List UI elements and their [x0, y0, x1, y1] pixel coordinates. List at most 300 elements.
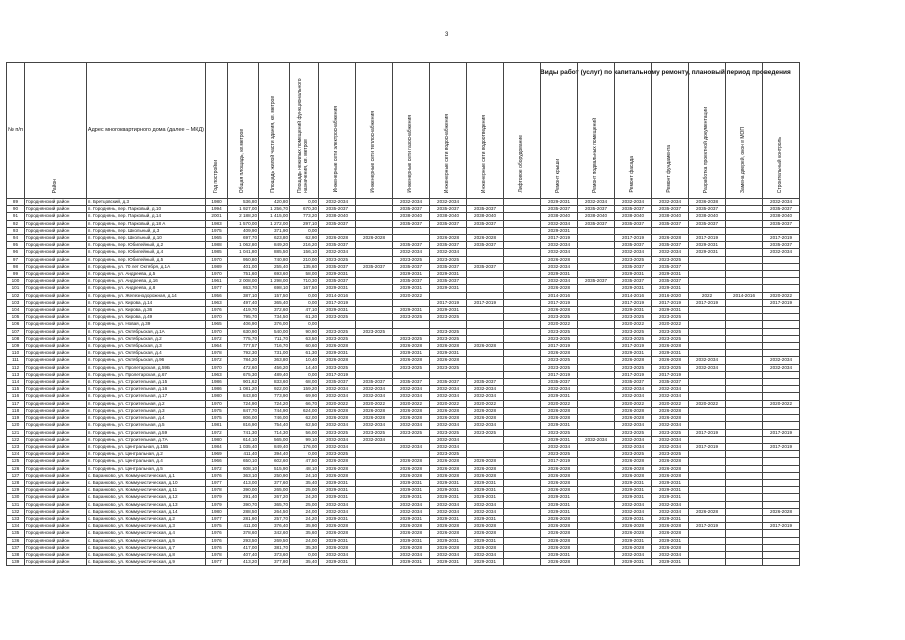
- cell-work-period: 2032-2034: [578, 199, 615, 206]
- cell-work-period: [578, 364, 615, 371]
- cell-work-period: 2026-2028: [541, 523, 578, 530]
- cell-work-period: 2032-2034: [541, 443, 578, 450]
- cell-address: п. Городнянь, ул. 70 лет Октября, д.1А: [86, 263, 205, 270]
- cell-work-period: [578, 371, 615, 378]
- cell-nonres-area: 35,30: [290, 544, 319, 551]
- cell-total-area: 614,10: [228, 436, 259, 443]
- cell-work-period: [578, 537, 615, 544]
- cell-total-area: 777,57: [228, 343, 259, 350]
- cell-work-period: [763, 494, 800, 501]
- cell-district: Городнянский район: [24, 335, 86, 342]
- cell-work-period: 2032-2034: [541, 220, 578, 227]
- cell-work-period: 2017-2019: [430, 299, 467, 306]
- cell-living-area: 1 415,00: [259, 213, 290, 220]
- cell-district: Городнянский район: [24, 271, 86, 278]
- cell-work-period: 2035-2037: [430, 278, 467, 285]
- cell-work-period: 2029-2031: [319, 537, 356, 544]
- cell-work-period: 2038-2040: [467, 213, 504, 220]
- cell-work-period: 2032-2034: [393, 386, 430, 393]
- cell-living-area: 269,50: [259, 537, 290, 544]
- cell-work-period: [763, 307, 800, 314]
- cell-total-area: 390,00: [228, 487, 259, 494]
- cell-work-period: [578, 242, 615, 249]
- cell-work-period: 2023-2025: [430, 451, 467, 458]
- cell-work-period: 2026-2028: [430, 458, 467, 465]
- cell-year: 1980: [206, 436, 228, 443]
- works-group-title: Виды работ (услуг) по капитальному ремонту, плановый период проведения: [540, 69, 791, 76]
- cell-work-period: 2032-2034: [689, 357, 726, 364]
- cell-total-area: 863,70: [228, 285, 259, 292]
- cell-work-period: 2017-2019: [615, 235, 652, 242]
- cell-work-period: [726, 465, 763, 472]
- cell-work-period: 2014-2016: [541, 292, 578, 299]
- cell-work-period: [356, 494, 393, 501]
- cell-address: п. Городнянь, ул. Строительная, д.15: [86, 379, 205, 386]
- cell-work-period: 2026-2028: [319, 357, 356, 364]
- cell-work-period: 2032-2034: [467, 393, 504, 400]
- cell-work-period: 2029-2031: [652, 271, 689, 278]
- cell-address: с. Баранково, ул. Коммунистическая, д.13: [86, 501, 205, 508]
- cell-work-period: 2032-2034: [319, 422, 356, 429]
- cell-work-period: 2026-2028: [356, 415, 393, 422]
- cell-work-period: 2035-2037: [578, 206, 615, 213]
- cell-district: Городнянский район: [24, 314, 86, 321]
- cell-total-area: 2 188,20: [228, 213, 259, 220]
- cell-work-period: [763, 263, 800, 270]
- cell-work-period: 2029-2031: [541, 227, 578, 234]
- cell-work-period: 2023-2025: [319, 314, 356, 321]
- cell-work-period: 2023-2025: [615, 314, 652, 321]
- cell-work-period: 2035-2037: [430, 206, 467, 213]
- cell-work-period: [726, 350, 763, 357]
- cell-num: 133: [7, 515, 25, 522]
- cell-work-period: 2020-2022: [652, 400, 689, 407]
- cell-work-period: 2032-2034: [615, 508, 652, 515]
- cell-address: п. Городнянь, пер. Парковый, д.18 А: [86, 220, 205, 227]
- cell-work-period: 2029-2031: [541, 551, 578, 558]
- cell-work-period: [726, 371, 763, 378]
- cell-work-period: 2026-2028: [689, 508, 726, 515]
- cell-work-period: 2035-2037: [356, 263, 393, 270]
- cell-nonres-area: 24,00: [290, 508, 319, 515]
- cell-total-area: 1 081,20: [228, 386, 259, 393]
- cell-total-area: 751,60: [228, 271, 259, 278]
- table-row: [7, 429, 800, 436]
- table-row: [7, 458, 800, 465]
- cell-work-period: [356, 530, 393, 537]
- cell-work-period: [726, 379, 763, 386]
- table-row: [7, 559, 800, 566]
- cell-living-area: 602,60: [259, 458, 290, 465]
- table-row: [7, 443, 800, 450]
- cell-work-period: 2014-2016: [319, 292, 356, 299]
- cell-nonres-area: 69,90: [290, 393, 319, 400]
- cell-work-period: 2035-2037: [467, 206, 504, 213]
- cell-work-period: 2035-2037: [393, 220, 430, 227]
- cell-living-area: 372,60: [259, 307, 290, 314]
- cell-work-period: 2035-2037: [615, 379, 652, 386]
- cell-nonres-area: 0,00: [290, 199, 319, 206]
- cell-work-period: [356, 487, 393, 494]
- cell-work-period: [578, 350, 615, 357]
- cell-work-period: 2032-2034: [763, 199, 800, 206]
- cell-district: Городнянский район: [24, 465, 86, 472]
- cell-work-period: [504, 292, 541, 299]
- cell-work-period: [578, 544, 615, 551]
- table-row: [7, 400, 800, 407]
- cell-work-period: [763, 436, 800, 443]
- table-row: [7, 551, 800, 558]
- cell-work-period: 2017-2019: [467, 299, 504, 306]
- cell-living-area: 716,70: [259, 343, 290, 350]
- cell-num: 105: [7, 314, 25, 321]
- cell-district: Городнянский район: [24, 278, 86, 285]
- cell-num: 129: [7, 487, 25, 494]
- cell-address: с. Баранково, ул. Коммунистическая, д.1: [86, 472, 205, 479]
- cell-nonres-area: 68,00: [290, 379, 319, 386]
- table-row: [7, 407, 800, 414]
- cell-work-period: [504, 422, 541, 429]
- cell-district: Городнянский район: [24, 213, 86, 220]
- cell-num: 132: [7, 508, 25, 515]
- cell-work-period: [467, 451, 504, 458]
- cell-work-period: 2026-2028: [615, 407, 652, 414]
- cell-living-area: 365,70: [259, 501, 290, 508]
- cell-num: 120: [7, 422, 25, 429]
- table-row: [7, 328, 800, 335]
- cell-work-period: 2026-2028: [541, 559, 578, 566]
- cell-work-period: 2020-2022: [319, 400, 356, 407]
- cell-work-period: 2032-2034: [393, 443, 430, 450]
- cell-num: 122: [7, 436, 25, 443]
- cell-year: 1970: [206, 256, 228, 263]
- cell-year: 1976: [206, 307, 228, 314]
- cell-work-period: 2029-2031: [393, 494, 430, 501]
- cell-address: п. Городнянь, ул. Октябрьская, д.96: [86, 357, 205, 364]
- cell-work-period: [504, 220, 541, 227]
- cell-work-period: [763, 458, 800, 465]
- cell-work-period: [763, 350, 800, 357]
- cell-address: п. Городнянь, пер. Юбилейный, д.2: [86, 242, 205, 249]
- cell-district: Городнянский район: [24, 357, 86, 364]
- cell-work-period: [726, 271, 763, 278]
- cell-address: п. Городнянь, ул. Пролетарская, д.59Б: [86, 364, 205, 371]
- table-row: [7, 199, 800, 206]
- cell-nonres-area: 90,90: [290, 328, 319, 335]
- cell-work-period: 2035-2037: [541, 379, 578, 386]
- cell-work-period: [763, 415, 800, 422]
- cell-work-period: 2032-2034: [319, 386, 356, 393]
- cell-year: 1977: [206, 285, 228, 292]
- cell-nonres-area: 624,00: [290, 407, 319, 414]
- cell-nonres-area: 58,00: [290, 271, 319, 278]
- cell-work-period: 2032-2034: [430, 436, 467, 443]
- cell-work-period: [356, 242, 393, 249]
- cell-work-period: [504, 494, 541, 501]
- cell-district: Городнянский район: [24, 472, 86, 479]
- cell-work-period: [763, 314, 800, 321]
- cell-work-period: 2026-2028: [763, 508, 800, 515]
- cell-work-period: [504, 335, 541, 342]
- cell-year: 1978: [206, 551, 228, 558]
- cell-living-area: 849,20: [259, 242, 290, 249]
- cell-work-period: 2026-2028: [652, 415, 689, 422]
- header-year: Год постройки: [206, 63, 228, 199]
- cell-work-period: 2029-2031: [467, 494, 504, 501]
- cell-num: 107: [7, 328, 25, 335]
- cell-work-period: 2038-2040: [541, 213, 578, 220]
- cell-work-period: 2026-2028: [541, 479, 578, 486]
- table-row: [7, 307, 800, 314]
- cell-work-period: 2017-2019: [319, 299, 356, 306]
- cell-work-period: 2035-2037: [467, 379, 504, 386]
- cell-work-period: 2017-2019: [652, 371, 689, 378]
- header-work-elevator: Лифтовое оборудование: [504, 63, 541, 199]
- cell-work-period: [763, 465, 800, 472]
- cell-address: п. Городнянь, ул. Строительная, д.17: [86, 393, 205, 400]
- cell-total-area: 536,80: [228, 199, 259, 206]
- cell-num: 131: [7, 501, 25, 508]
- cell-work-period: 2023-2025: [541, 328, 578, 335]
- table-row: [7, 227, 800, 234]
- cell-work-period: 2029-2031: [652, 307, 689, 314]
- cell-work-period: 2026-2028: [541, 350, 578, 357]
- cell-address: п. Городнянь, ул. Центральная, д.4: [86, 458, 205, 465]
- cell-year: 1977: [206, 515, 228, 522]
- cell-num: 98: [7, 263, 25, 270]
- cell-work-period: 2017-2019: [689, 235, 726, 242]
- cell-total-area: 1 570,00: [228, 220, 259, 227]
- cell-work-period: [356, 523, 393, 530]
- cell-district: Городнянский район: [24, 371, 86, 378]
- cell-year: 1963: [206, 299, 228, 306]
- cell-work-period: [504, 443, 541, 450]
- cell-year: 1976: [206, 537, 228, 544]
- cell-work-period: [578, 328, 615, 335]
- table-row: [7, 256, 800, 263]
- cell-living-area: 833,60: [259, 379, 290, 386]
- table-row: [7, 343, 800, 350]
- cell-work-period: 2017-2019: [763, 523, 800, 530]
- cell-year: 1984: [206, 443, 228, 450]
- cell-address: п. Городнянь, ул. Октябрьская, д.3: [86, 343, 205, 350]
- cell-total-area: 378,60: [228, 530, 259, 537]
- cell-work-period: [578, 285, 615, 292]
- cell-work-period: 2026-2028: [430, 530, 467, 537]
- cell-num: 118: [7, 407, 25, 414]
- cell-work-period: [726, 415, 763, 422]
- cell-work-period: 2026-2028: [652, 235, 689, 242]
- table-row: [7, 465, 800, 472]
- cell-work-period: 2017-2019: [689, 523, 726, 530]
- cell-work-period: [393, 227, 430, 234]
- cell-work-period: 2017-2019: [615, 299, 652, 306]
- cell-year: 1985: [206, 249, 228, 256]
- cell-district: Городнянский район: [24, 508, 86, 515]
- table-row: [7, 249, 800, 256]
- cell-work-period: 2038-2040: [393, 213, 430, 220]
- cell-work-period: 2032-2034: [356, 386, 393, 393]
- cell-living-area: 373,60: [259, 551, 290, 558]
- cell-work-period: 2029-2031: [652, 559, 689, 566]
- cell-work-period: 2014-2016: [726, 292, 763, 299]
- cell-work-period: 2029-2031: [430, 285, 467, 292]
- cell-nonres-area: 210,00: [290, 256, 319, 263]
- cell-work-period: [763, 335, 800, 342]
- cell-district: Городнянский район: [24, 523, 86, 530]
- cell-work-period: 2026-2028: [430, 544, 467, 551]
- cell-work-period: 2029-2031: [319, 350, 356, 357]
- cell-work-period: 2026-2028: [393, 415, 430, 422]
- cell-work-period: 2023-2025: [652, 328, 689, 335]
- cell-work-period: [467, 335, 504, 342]
- cell-address: п. Городнянь, ул. Кирова, д.14: [86, 299, 205, 306]
- cell-work-period: [504, 523, 541, 530]
- cell-address: п. Городнянь, пер. Парковый, д.10: [86, 206, 205, 213]
- cell-total-area: 390,70: [228, 501, 259, 508]
- cell-district: Городнянский район: [24, 292, 86, 299]
- cell-work-period: [578, 443, 615, 450]
- cell-work-period: 2026-2028: [467, 544, 504, 551]
- cell-work-period: [726, 206, 763, 213]
- cell-work-period: [356, 371, 393, 378]
- cell-work-period: [689, 436, 726, 443]
- cell-work-period: [763, 256, 800, 263]
- cell-work-period: 2032-2034: [652, 508, 689, 515]
- cell-work-period: 2029-2031: [541, 393, 578, 400]
- cell-work-period: [356, 335, 393, 342]
- cell-district: Городнянский район: [24, 400, 86, 407]
- cell-work-period: [689, 415, 726, 422]
- cell-work-period: [578, 479, 615, 486]
- cell-work-period: [578, 386, 615, 393]
- cell-work-period: 2035-2037: [319, 206, 356, 213]
- cell-work-period: [763, 422, 800, 429]
- cell-work-period: [726, 559, 763, 566]
- cell-work-period: [726, 429, 763, 436]
- cell-work-period: 2026-2028: [319, 523, 356, 530]
- cell-year: 1979: [206, 494, 228, 501]
- cell-num: 97: [7, 256, 25, 263]
- cell-work-period: 2020-2022: [652, 321, 689, 328]
- cell-work-period: 2026-2028: [652, 472, 689, 479]
- cell-work-period: [504, 515, 541, 522]
- cell-work-period: 2023-2025: [615, 364, 652, 371]
- table-row: [7, 271, 800, 278]
- cell-work-period: 2026-2028: [430, 357, 467, 364]
- cell-work-period: 2023-2025: [319, 335, 356, 342]
- cell-address: п. Городнянь, ул. Строительная, д.4: [86, 415, 205, 422]
- cell-work-period: [393, 299, 430, 306]
- cell-work-period: 2026-2028: [356, 235, 393, 242]
- header-nonres-area: Площадь нежилых помещений функционального назначения, кв. метров: [290, 63, 319, 199]
- cell-living-area: 565,00: [259, 436, 290, 443]
- cell-work-period: 2032-2034: [652, 386, 689, 393]
- cell-work-period: [726, 494, 763, 501]
- cell-work-period: 2023-2025: [393, 314, 430, 321]
- cell-work-period: 2017-2019: [615, 371, 652, 378]
- cell-address: п. Городнянь, ул. Октябрьская, д.4: [86, 350, 205, 357]
- cell-work-period: 2032-2034: [763, 364, 800, 371]
- cell-district: Городнянский район: [24, 479, 86, 486]
- cell-work-period: 2029-2031: [393, 350, 430, 357]
- cell-work-period: 2032-2034: [319, 551, 356, 558]
- cell-work-period: [578, 487, 615, 494]
- cell-work-period: [504, 343, 541, 350]
- cell-num: 101: [7, 285, 25, 292]
- cell-work-period: 2029-2031: [319, 559, 356, 566]
- cell-work-period: [356, 551, 393, 558]
- cell-year: 1975: [206, 407, 228, 414]
- cell-total-area: 472,60: [228, 364, 259, 371]
- header-work-control: Строительный контроль: [763, 63, 800, 199]
- cell-work-period: 2020-2022: [393, 400, 430, 407]
- cell-work-period: 2017-2019: [319, 371, 356, 378]
- cell-work-period: 2026-2028: [541, 537, 578, 544]
- cell-work-period: 2032-2034: [356, 393, 393, 400]
- cell-district: Городнянский район: [24, 285, 86, 292]
- cell-work-period: [430, 321, 467, 328]
- cell-work-period: [467, 256, 504, 263]
- cell-work-period: [763, 479, 800, 486]
- cell-work-period: [726, 364, 763, 371]
- cell-work-period: [689, 263, 726, 270]
- cell-work-period: [578, 256, 615, 263]
- cell-address: с. Баранково, ул. Коммунистическая, д.4: [86, 530, 205, 537]
- cell-work-period: 2035-2037: [763, 220, 800, 227]
- table-row: [7, 530, 800, 537]
- cell-work-period: 2023-2025: [393, 429, 430, 436]
- cell-living-area: 267,20: [259, 494, 290, 501]
- cell-work-period: [467, 328, 504, 335]
- cell-work-period: 2026-2028: [467, 530, 504, 537]
- cell-work-period: 2026-2028: [393, 523, 430, 530]
- cell-district: Городнянский район: [24, 443, 86, 450]
- cell-address: п. Городнянь, ул. Центральная, д.5: [86, 465, 205, 472]
- cell-work-period: 2035-2037: [578, 278, 615, 285]
- cell-nonres-area: 24,20: [290, 494, 319, 501]
- table-row: [7, 285, 800, 292]
- cell-work-period: 2023-2025: [319, 328, 356, 335]
- cell-work-period: 2029-2031: [393, 307, 430, 314]
- cell-work-period: 2026-2028: [541, 256, 578, 263]
- cell-work-period: 2020-2022: [467, 400, 504, 407]
- cell-work-period: [356, 285, 393, 292]
- cell-nonres-area: 0,00: [290, 292, 319, 299]
- cell-work-period: [578, 501, 615, 508]
- cell-work-period: [578, 271, 615, 278]
- cell-work-period: 2029-2031: [430, 515, 467, 522]
- table-row: [7, 379, 800, 386]
- cell-district: Городнянский район: [24, 249, 86, 256]
- cell-address: п. Городнянь, ул. Андреева, д.8: [86, 285, 205, 292]
- cell-work-period: [356, 508, 393, 515]
- cell-district: Городнянский район: [24, 551, 86, 558]
- table-row: [7, 299, 800, 306]
- cell-address: п. Городнянь, пер. Юбилейный, д.4: [86, 249, 205, 256]
- cell-work-period: 2035-2037: [652, 263, 689, 270]
- cell-total-area: 363,10: [228, 472, 259, 479]
- cell-work-period: [467, 371, 504, 378]
- cell-work-period: [763, 271, 800, 278]
- cell-district: Городнянский район: [24, 263, 86, 270]
- cell-work-period: [467, 364, 504, 371]
- cell-work-period: 2032-2034: [652, 551, 689, 558]
- cell-work-period: 2032-2034: [393, 551, 430, 558]
- cell-work-period: 2029-2031: [541, 436, 578, 443]
- cell-work-period: [504, 364, 541, 371]
- cell-work-period: 2035-2037: [393, 278, 430, 285]
